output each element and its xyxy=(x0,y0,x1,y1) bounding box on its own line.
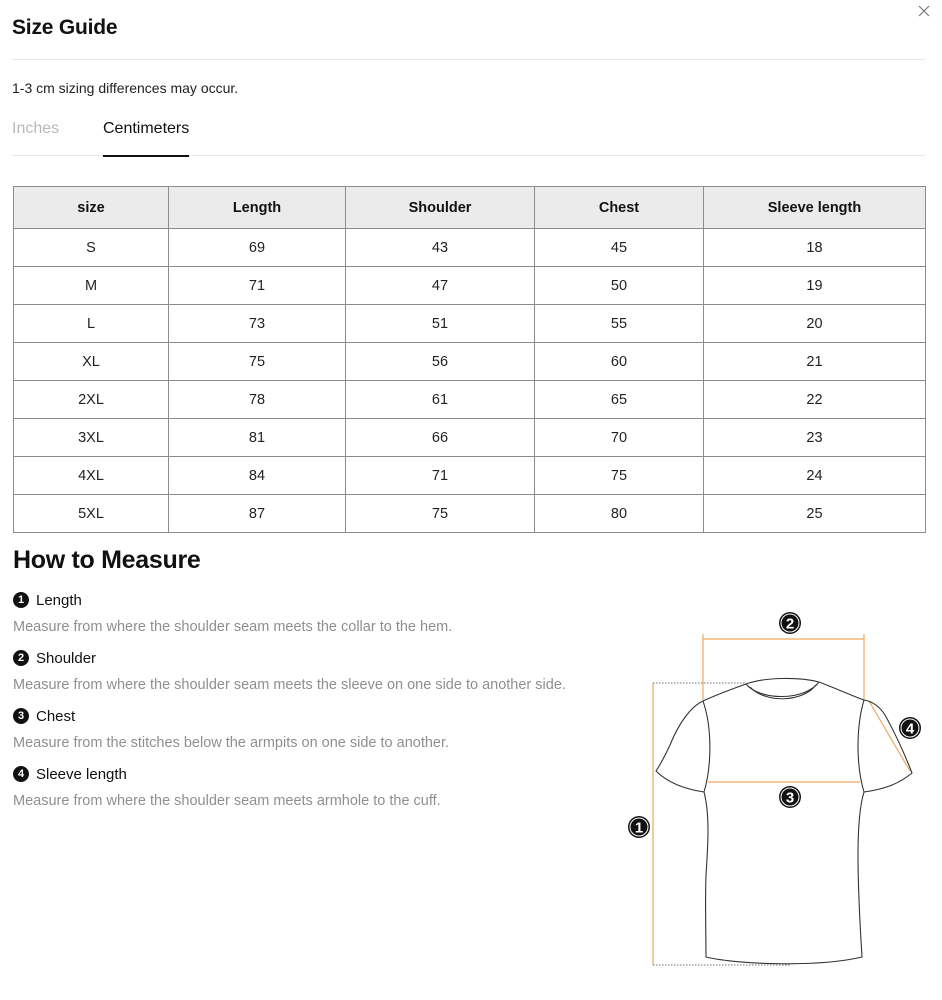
svg-text:3: 3 xyxy=(785,789,795,807)
cell-chest: 60 xyxy=(535,343,704,381)
cell-sleeve-length: 18 xyxy=(704,229,926,267)
sizing-note: 1-3 cm sizing differences may occur. xyxy=(12,80,239,96)
measure-description: Measure from where the shoulder seam meets the collar to the hem. xyxy=(13,619,453,635)
cell-size: XL xyxy=(14,343,169,381)
table-row xyxy=(14,305,926,343)
number-badge: 4 xyxy=(13,766,29,782)
table-row xyxy=(14,381,926,419)
cell-chest: 50 xyxy=(535,267,704,305)
tshirt-icon xyxy=(620,605,930,975)
cell-sleeve-length: 25 xyxy=(704,495,926,533)
cell-sleeve-length: 21 xyxy=(704,343,926,381)
measure-description: Measure from where the shoulder seam meets the sleeve on one side to another side. xyxy=(13,677,566,693)
cell-chest: 80 xyxy=(535,495,704,533)
cell-shoulder: 56 xyxy=(346,343,535,381)
header-chest: Chest xyxy=(535,187,704,229)
tab-inches[interactable]: Inches xyxy=(12,120,60,137)
measure-name: Chest xyxy=(36,707,76,725)
table-header-row xyxy=(14,187,926,229)
measure-name: Sleeve length xyxy=(36,765,127,783)
measure-description: Measure from where the shoulder seam meets armhole to the cuff. xyxy=(13,793,441,809)
cell-sleeve-length: 24 xyxy=(704,457,926,495)
cell-size: 2XL xyxy=(14,381,169,419)
cell-shoulder: 61 xyxy=(346,381,535,419)
cell-sleeve-length: 22 xyxy=(704,381,926,419)
cell-chest: 70 xyxy=(535,419,704,457)
measure-list xyxy=(13,590,613,822)
header-size: size xyxy=(14,187,169,229)
cell-length: 71 xyxy=(169,267,346,305)
number-badge: 1 xyxy=(13,592,29,608)
svg-text:1: 1 xyxy=(634,819,644,837)
cell-sleeve-length: 23 xyxy=(704,419,926,457)
cell-chest: 45 xyxy=(535,229,704,267)
cell-length: 75 xyxy=(169,343,346,381)
modal-title: Size Guide xyxy=(12,16,118,39)
cell-sleeve-length: 20 xyxy=(704,305,926,343)
header-length: Length xyxy=(169,187,346,229)
table-row xyxy=(14,495,926,533)
cell-length: 78 xyxy=(169,381,346,419)
cell-length: 73 xyxy=(169,305,346,343)
number-badge: 2 xyxy=(13,650,29,666)
cell-size: M xyxy=(14,267,169,305)
measure-name: Length xyxy=(36,591,82,609)
table-row xyxy=(14,457,926,495)
cell-chest: 75 xyxy=(535,457,704,495)
measure-name: Shoulder xyxy=(36,649,97,667)
cell-size: L xyxy=(14,305,169,343)
number-badge: 3 xyxy=(13,708,29,724)
cell-size: S xyxy=(14,229,169,267)
cell-size: 5XL xyxy=(14,495,169,533)
cell-size: 4XL xyxy=(14,457,169,495)
how-to-measure-title: How to Measure xyxy=(13,546,201,574)
cell-shoulder: 71 xyxy=(346,457,535,495)
cell-length: 84 xyxy=(169,457,346,495)
cell-length: 81 xyxy=(169,419,346,457)
cell-shoulder: 43 xyxy=(346,229,535,267)
unit-tabs xyxy=(12,119,925,156)
measure-item-shoulder xyxy=(13,648,613,706)
svg-text:4: 4 xyxy=(905,720,915,738)
svg-text:2: 2 xyxy=(785,615,795,633)
cell-size: 3XL xyxy=(14,419,169,457)
size-table xyxy=(13,186,926,533)
table-row xyxy=(14,229,926,267)
close-icon xyxy=(918,5,930,17)
cell-chest: 65 xyxy=(535,381,704,419)
measure-item-length xyxy=(13,590,613,648)
close-button[interactable] xyxy=(916,3,932,19)
cell-shoulder: 47 xyxy=(346,267,535,305)
measure-item-chest xyxy=(13,706,613,764)
cell-chest: 55 xyxy=(535,305,704,343)
cell-length: 69 xyxy=(169,229,346,267)
header-shoulder: Shoulder xyxy=(346,187,535,229)
cell-shoulder: 75 xyxy=(346,495,535,533)
cell-shoulder: 51 xyxy=(346,305,535,343)
cell-length: 87 xyxy=(169,495,346,533)
measure-description: Measure from the stitches below the armpits on one side to another. xyxy=(13,735,450,751)
tab-centimeters[interactable]: Centimeters xyxy=(103,119,189,156)
cell-shoulder: 66 xyxy=(346,419,535,457)
divider xyxy=(12,59,925,60)
measurement-diagram xyxy=(620,605,930,975)
cell-sleeve-length: 19 xyxy=(704,267,926,305)
table-row xyxy=(14,419,926,457)
measure-item-sleeve-length xyxy=(13,764,613,822)
table-row xyxy=(14,267,926,305)
header-sleeve-length: Sleeve length xyxy=(704,187,926,229)
table-row xyxy=(14,343,926,381)
